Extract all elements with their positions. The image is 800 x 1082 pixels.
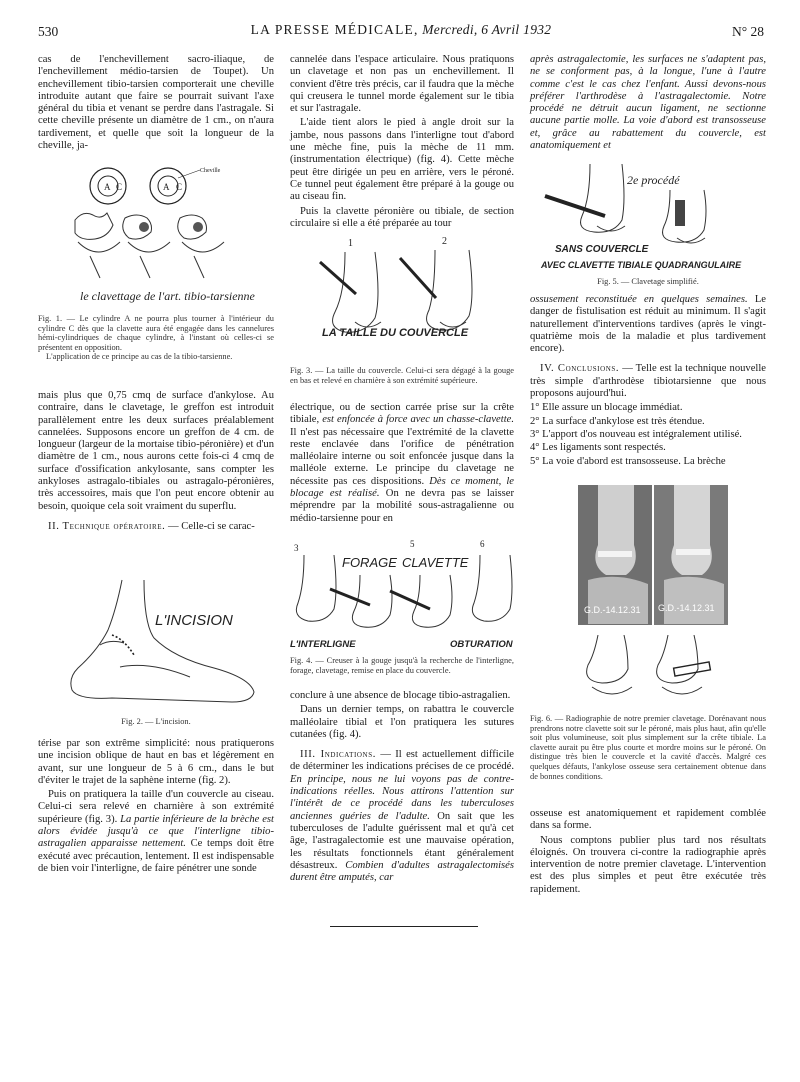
- fig5-handwriting-2: AVEC CLAVETTE TIBIALE QUADRANGULAIRE: [541, 260, 742, 270]
- list-item: 4° Les ligaments sont respectés.: [530, 442, 666, 454]
- figure-3-handwriting: LA TAILLE DU COUVERCLE: [322, 327, 469, 339]
- paragraph: [530, 294, 766, 355]
- list-item: 5° La voie d'abord est transosseuse. La brèche: [530, 455, 726, 467]
- caption-text: Fig. 3. — La taille du couvercle. Celui-ci sera dégagé à la gouge en bas et relevé en charnière à son extrémité supérieure.: [290, 366, 514, 385]
- xray-label-2: G.D.-14.12.31: [658, 603, 715, 613]
- journal-name: LA PRESSE MÉDICALE,: [250, 22, 419, 37]
- section-2-heading: [38, 521, 274, 533]
- paragraph: Dans un dernier temps, on rabattra le couvercle malléolaire tibial et l'on pratiquera les sutures cutanées (fig. 4).: [290, 704, 514, 740]
- caption-text: Fig. 4. — Creuser à la gouge jusqu'à la recherche de l'interligne, forage, clavetage, remise en place du couvercle.: [290, 656, 514, 675]
- column-2-middle: [290, 402, 514, 527]
- paragraph: [290, 749, 514, 884]
- conclusions-list: [530, 402, 766, 467]
- paragraph: conclure à une absence de blocage tibio-astragalien.: [290, 690, 511, 701]
- paragraph: mais plus que 0,75 cmq de surface d'ankylose. Au contraire, dans le clavetage, le greffon est introduit parallèlement entre les deux surfaces préalablement cannelées. Supposons encore un greffon de 4 cm. de longueur (largeur de la mortaise tibio-péronière) et d'un diamètre de 1 cm., nous aurons cette fois-ci 4 cmq de surface d'ossification ankylosante, sans compter les ankyloses astragalo-tibiales ou astragalo-péronières, très accessoires, mais que l'on peut encore obtenir au besoin, quoique cela soit vraiment du superflu.: [38, 390, 274, 512]
- figure-3: [300, 232, 500, 362]
- italic-run: Dès ce moment, le blocage est réalisé.: [290, 475, 514, 500]
- caption-text: Fig. 6. — Radiographie de notre premier clavetage. Dorénavant nous prendrons notre clavette soit sur le péroné, mais plus haut, afin qu'elle soit plus volumineuse, soit plus simplement sur la crête tibiale. La clavette aurait pu être plus courte et mordre moins sur le péroné. On distingue très bien le couvercle et la cavité d'accès. Malgré ces quelques défauts, l'ankylose osseuse sera certainement obtenue dans de bonnes conditions.: [530, 714, 766, 781]
- italic-run: La partie inférieure de la brèche est alors évidée jusqu'à ce que l'interligne tibio-astragalien apparaisse nettement.: [38, 813, 274, 850]
- italic-run: En principe, nous ne lui voyons pas de contre-indications réelles. Nous attirons l'attention sur l'intérêt de ce procédé dans les tuberculoses anciennes guéries de l'adulte.: [290, 773, 514, 822]
- figure-4-caption: [290, 656, 514, 675]
- section-3-title: III. Indications.: [300, 749, 376, 761]
- section-2-title: II. Technique opératoire.: [48, 520, 166, 532]
- fig4-num-3: 3: [294, 543, 299, 553]
- fig4-num-5: 5: [410, 539, 415, 549]
- paragraph: térise par son extrême simplicité: nous pratiquerons une incision oblique de haut en bas et légèrement en avant, sur une longueur de 5 à 6 cm., dans le but d'éviter le trajet de la saphène interne (fig. 2).: [38, 738, 274, 786]
- figure-3-caption: [290, 366, 514, 385]
- figure-1: [70, 160, 260, 310]
- figure-6-drawing: [578, 635, 728, 705]
- fig5-handwriting-1: SANS COUVERCLE: [555, 244, 649, 255]
- fig5-procede: 2e procédé: [627, 173, 680, 187]
- italic-run: ossusement reconstituée en quelques semaines.: [530, 294, 748, 305]
- paragraph: [530, 363, 766, 400]
- column-1-top: [38, 54, 274, 154]
- fig4-obturation: OBTURATION: [450, 639, 513, 650]
- fig4-clavette: CLAVETTE: [402, 555, 469, 570]
- column-3-top: [530, 54, 766, 154]
- text-run: — Telle est la technique nouvelle très simple d'arthrodèse tibiotarsienne que nous proposons aujourd'hui.: [530, 363, 766, 400]
- fig4-forage: FORAGE: [342, 555, 397, 570]
- caption-text-2: L'application de ce principe au cas de la tibio-tarsienne.: [46, 352, 233, 362]
- list-item: 2° La surface d'ankylose est très étendue.: [530, 415, 705, 427]
- xray-label-1: G.D.-14.12.31: [584, 605, 641, 615]
- paragraph: [38, 789, 274, 875]
- issue-number: N° 28: [731, 24, 764, 39]
- label-c: C: [116, 182, 123, 192]
- fig3-num-1: 1: [348, 238, 353, 249]
- text-run: On sait que les tuberculoses de l'adulte guérissent mal et qu'à cet âge, l'astragalectomie est une mauvaise opération, les résultats fonctionnels étant généralement désastreux.: [290, 810, 514, 871]
- column-3-bottom: [530, 808, 766, 898]
- paragraph: après astragalectomie, les surfaces ne s'adaptent pas, ne se conforment pas, à la longue, l'une à l'autre comme c'est le cas chez l'enfant. Aussi devons-nous préférer l'arthrodèse à l'astragalectomie. Notre procédé ne détruit aucun ligament, ne sectionne aucune partie molle. La voie d'abord est transosseuse et, grâce au rabattement du couvercle, est anatomiquement et: [530, 54, 766, 152]
- text-run: Il n'est pas nécessaire que l'extrémité de la clavette reste enclavée dans l'orifice de pénétration malléolaire interne ou soit enfoncée jusque dans la malléole externe. Le principe du clavetage ne nécessite pas ces dispositions.: [290, 426, 514, 487]
- figure-6-caption: [530, 714, 766, 781]
- label-a-2: A: [163, 182, 170, 192]
- text-run: Ce temps doit être exécuté avec précaution, lentement. Il est indispensable de bien voir l'interligne, de faire pénétrer une sonde: [38, 838, 274, 874]
- text-run: On ne devra pas se laisser méprendre par la mobilité sous-astragalienne ou médio-tarsienne pour en: [290, 488, 514, 524]
- italic-run: Combien d'adultes astragalectomisés durent être amputés, car: [290, 859, 514, 884]
- figure-5-caption: [530, 277, 766, 287]
- section-2-text: — Celle-ci se carac-: [165, 520, 255, 532]
- text-run: électrique, ou de section carrée prise sur la crête tibiale,: [290, 402, 514, 426]
- figure-3-drawing: [300, 232, 500, 362]
- paragraph: cannelée dans l'espace articulaire. Nous pratiquons un clavetage et non pas un enchevillement. Il convient d'être très précis, car il faudra que la mèche qui creusera le tunnel morde également sur le tibia et sur l'astragale.: [290, 54, 514, 115]
- caption-text: Fig. 2. — L'incision.: [121, 717, 191, 726]
- figure-1-drawing: [70, 160, 260, 310]
- text-run: Puis on pratiquera la taille d'un couvercle au ciseau. Celui-ci sera relevé en charnière à son extrémité supérieure (fig. 3).: [38, 789, 274, 825]
- figure-2-drawing: [60, 575, 270, 715]
- column-2-top: [290, 54, 514, 232]
- figure-2: [60, 575, 270, 715]
- figure-5-drawing: [535, 160, 765, 275]
- caption-text: Fig. 1. — Le cylindre A ne pourra plus tourner à l'intérieur du cylindre C dès que la clavette aura été engagée dans les cannelures hémi-cylindriques de chaque cylindre, à l'instant où celles-ci se présentent en opposition.: [38, 314, 274, 352]
- page-number: 530: [38, 24, 59, 39]
- column-3-middle: [530, 294, 766, 469]
- figure-2-caption: [38, 717, 274, 727]
- figure-4: [290, 535, 518, 653]
- issue-date: Mercredi, 6 Avril 1932: [422, 22, 552, 37]
- journal-title: [38, 22, 764, 38]
- column-1-bottom: [38, 738, 274, 877]
- fig3-num-2: 2: [442, 236, 447, 247]
- figure-2-handwriting: L'INCISION: [155, 612, 233, 629]
- end-rule: [330, 926, 478, 927]
- column-2-bottom: [290, 690, 514, 886]
- label-a: A: [104, 182, 111, 192]
- paragraph: [290, 402, 514, 525]
- label-cheville: Cheville: [200, 168, 221, 174]
- paragraph: Nous comptons publier plus tard nos résultats éloignés. On trouvera ci-contre la radiographie après intervention de notre premier clavetage. L'intervention est des plus simples et peut être exécutée très rapidement.: [530, 834, 766, 895]
- figure-1-handwriting: le clavettage de l'art. tibio-tarsienne: [80, 289, 255, 303]
- figure-4-drawing: [290, 535, 518, 653]
- figure-1-caption: [38, 314, 274, 362]
- figure-5: [535, 160, 765, 275]
- paragraph: Puis la clavette péronière ou tibiale, de section circulaire si elle a été préparée au tour: [290, 205, 514, 229]
- label-c-2: C: [176, 182, 183, 192]
- page-header: [38, 22, 764, 42]
- text-run: Le danger de fistulisation est réduit au minimum. Il s'agit naturellement d'interventions tardives (après le vingt-quatrième mois de la maladie et plus tardivement encore).: [530, 294, 767, 355]
- text-run: — Il est actuellement difficile de déterminer les indications précises de ce procédé.: [290, 749, 515, 773]
- italic-run: est enfoncée à force avec un chasse-clavette.: [322, 414, 514, 426]
- paragraph: cas de l'enchevillement sacro-iliaque, de l'enchevillement médio-tarsien de Toupet). Un enchevillement tibio-tarsien comporterait une cheville introduite autant que faire se pourrait suivant l'axe général du tibia et venant se perdre dans l'astragale. Si cette cheville présente un diamètre de 1 cm., on n'aura tardivement, et quelle que soit la longueur de la cheville, ja-: [38, 54, 274, 152]
- caption-text: Fig. 5. — Clavetage simplifié.: [597, 277, 699, 286]
- paragraph: osseuse est anatomiquement et rapidement comblée dans sa forme.: [530, 808, 766, 832]
- figure-6-sketch: [578, 635, 728, 705]
- list-item: 1° Elle assure un blocage immédiat.: [530, 402, 683, 414]
- column-1-middle: [38, 390, 274, 535]
- fig4-num-6: 6: [480, 539, 485, 549]
- list-item: 3° L'apport d'os nouveau est intégralement utilisé.: [530, 428, 742, 440]
- section-4-title: IV. Conclusions.: [540, 363, 620, 375]
- figure-6-xray: [578, 485, 728, 630]
- paragraph: L'aide tient alors le pied à angle droit sur la jambe, nous passons dans l'interligne tout d'abord une mèche fine, puis la mèche de 11 mm. (instrumentation électrique) (fig. 4). Cette mèche peut être dirigée un peu en arrière, vers le péroné. Ce tunnel peut également être préparé à la gouge ou au ciseau fin.: [290, 117, 514, 203]
- xray-image: [578, 485, 728, 630]
- fig4-interligne: L'INTERLIGNE: [290, 639, 356, 650]
